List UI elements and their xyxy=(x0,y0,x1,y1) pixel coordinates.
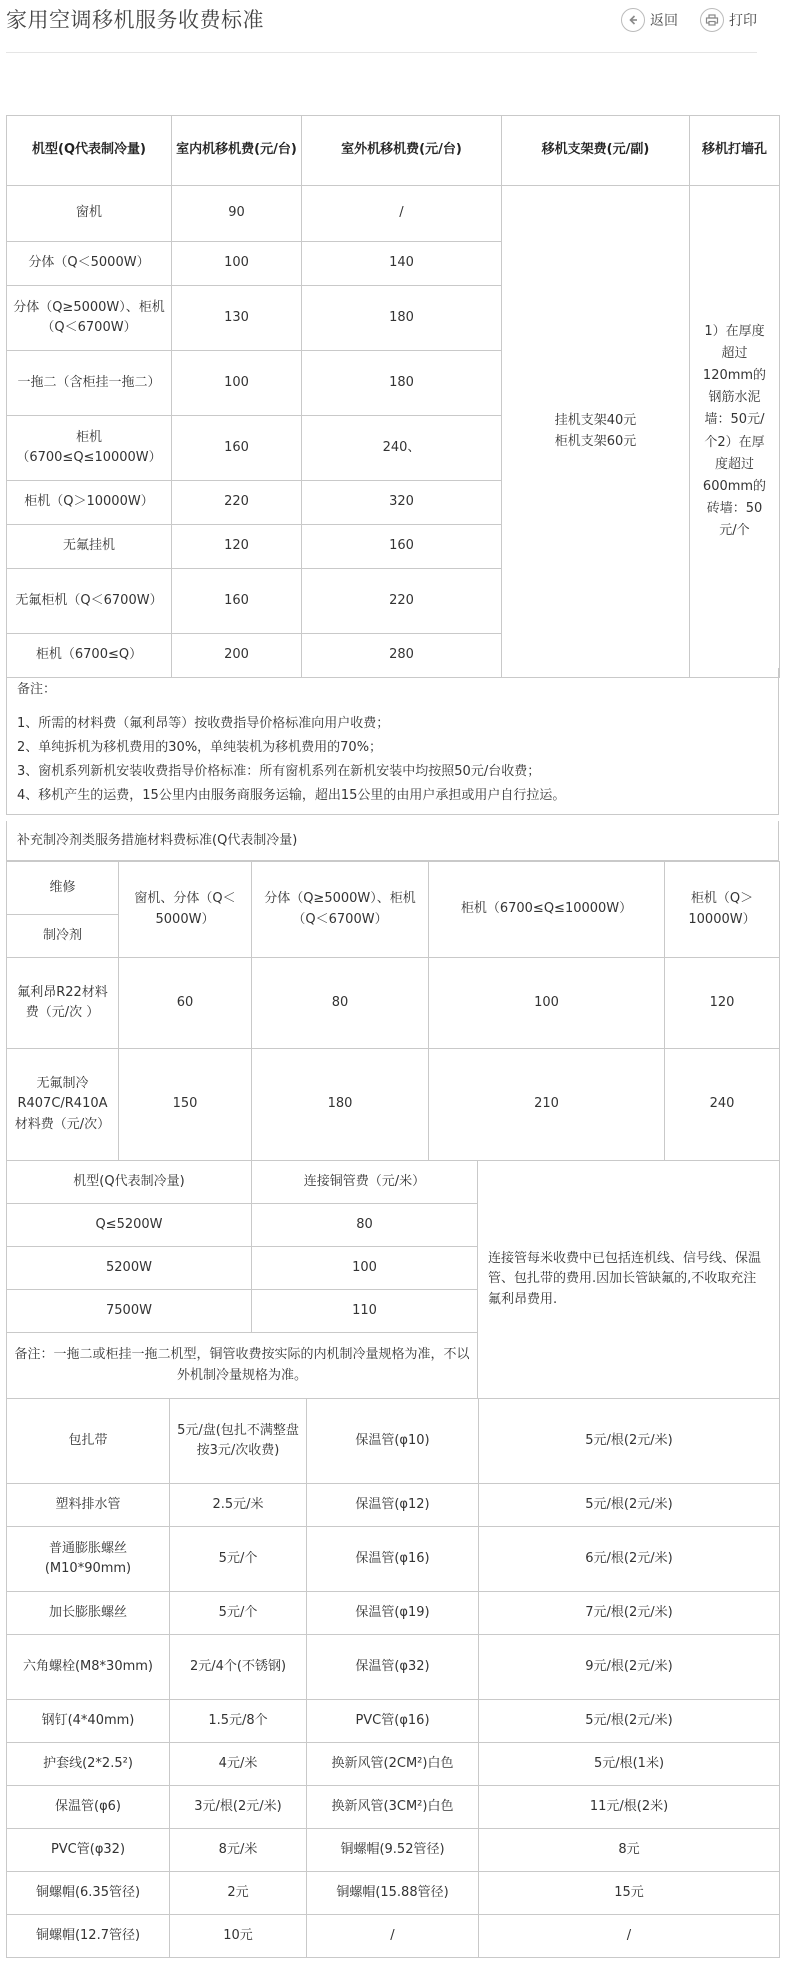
header-wall-hole: 移机打墙孔 xyxy=(690,116,780,186)
material-price: 8元/米 xyxy=(170,1829,307,1872)
material-price: 4元/米 xyxy=(170,1743,307,1786)
pipe-model-cell: 7500W xyxy=(7,1290,252,1333)
page-title: 家用空调移机服务收费标准 xyxy=(6,8,264,32)
table-row xyxy=(7,1700,780,1743)
material-name: 保温管(φ32) xyxy=(307,1635,479,1700)
print-label: 打印 xyxy=(729,13,757,29)
material-price: / xyxy=(479,1915,780,1958)
material-price: 5元/根(2元/米) xyxy=(479,1700,780,1743)
note-item: 3、窗机系列新机安装收费指导价格标准：所有窗机系列在新机安装中均按照50元/台收费； xyxy=(17,764,541,779)
indoor-fee-cell: 120 xyxy=(172,525,302,569)
material-price: 2.5元/米 xyxy=(170,1484,307,1527)
material-name: 塑料排水管 xyxy=(7,1484,170,1527)
value-cell: 210 xyxy=(429,1049,665,1161)
indoor-fee-cell: 160 xyxy=(172,416,302,481)
material-price: 9元/根(2元/米) xyxy=(479,1635,780,1700)
material-price: 15元 xyxy=(479,1872,780,1915)
material-price: 3元/根(2元/米) xyxy=(170,1786,307,1829)
material-price: 6元/根(2元/米) xyxy=(479,1527,780,1592)
material-name: 换新风管(2CM²)白色 xyxy=(307,1743,479,1786)
material-price: 5元/盘(包扎不满整盘按3元/次收费) xyxy=(170,1399,307,1484)
material-price: 5元/个 xyxy=(170,1527,307,1592)
printer-icon xyxy=(700,8,724,32)
value-cell: 100 xyxy=(429,958,665,1049)
material-price: 8元 xyxy=(479,1829,780,1872)
header-split-cabinet: 分体（Q≥5000W）、柜机（Q＜6700W） xyxy=(252,862,429,958)
value-cell: 120 xyxy=(665,958,780,1049)
material-name: / xyxy=(307,1915,479,1958)
bracket-line-cabinet: 柜机支架60元 xyxy=(554,433,637,449)
header-actions xyxy=(621,8,757,32)
note-item: 1、所需的材料费（氟利昂等）按收费指导价格标准向用户收费； xyxy=(17,716,390,731)
table-row xyxy=(7,1527,780,1592)
value-cell: 60 xyxy=(119,958,252,1049)
material-name: 加长膨胀螺丝 xyxy=(7,1592,170,1635)
pipe-model-cell: 5200W xyxy=(7,1247,252,1290)
outdoor-fee-cell: 220 xyxy=(302,569,502,634)
pipe-description: 连接管每米收费中已包括连机线、信号线、保温管、包扎带的费用.因加长管缺氟的,不收取充注氟利昂费用. xyxy=(478,1161,780,1399)
material-name: 保温管(φ12) xyxy=(307,1484,479,1527)
header-pipe-price: 连接铜管费（元/米） xyxy=(252,1161,478,1204)
pipe-note: 备注：一拖二或柜挂一拖二机型，铜管收费按实际的内机制冷量规格为准，不以外机制冷量规格为准。 xyxy=(7,1333,478,1399)
notes-label: 备注： xyxy=(17,682,57,697)
table-row xyxy=(7,1592,780,1635)
indoor-fee-cell: 200 xyxy=(172,634,302,678)
material-name: 六角螺栓(M8*30mm) xyxy=(7,1635,170,1700)
pipe-price-cell: 80 xyxy=(252,1204,478,1247)
material-name: 保温管(φ6) xyxy=(7,1786,170,1829)
corner-refrigerant: 制冷剂 xyxy=(7,915,119,958)
table-row xyxy=(7,1635,780,1700)
pipe-price-cell: 110 xyxy=(252,1290,478,1333)
model-cell: 无氟挂机 xyxy=(7,525,172,569)
material-name: PVC管(φ16) xyxy=(307,1700,479,1743)
material-price: 5元/根(2元/米) xyxy=(479,1399,780,1484)
outdoor-fee-cell: 160 xyxy=(302,525,502,569)
material-price: 11元/根(2米) xyxy=(479,1786,780,1829)
material-price: 7元/根(2元/米) xyxy=(479,1592,780,1635)
page-header xyxy=(6,0,757,53)
model-cell: 柜机（6700≤Q≤10000W） xyxy=(7,416,172,481)
material-name: 铜螺帽(12.7管径) xyxy=(7,1915,170,1958)
print-button[interactable] xyxy=(700,8,757,32)
note-item: 4、移机产生的运费，15公里内由服务商服务运输，超出15公里的由用户承担或用户自行拉运。 xyxy=(17,788,566,803)
model-cell: 分体（Q≥5000W）、柜机（Q＜6700W） xyxy=(7,286,172,351)
indoor-fee-cell: 100 xyxy=(172,242,302,286)
table-row xyxy=(7,1786,780,1829)
row-label: 氟利昂R22材料费（元/次 ） xyxy=(7,958,119,1049)
indoor-fee-cell: 130 xyxy=(172,286,302,351)
supplement-title: 补充制冷剂类服务措施材料费标准(Q代表制冷量) xyxy=(6,821,779,861)
outdoor-fee-cell: 140 xyxy=(302,242,502,286)
header-outdoor-fee: 室外机移机费(元/台) xyxy=(302,116,502,186)
outdoor-fee-cell: / xyxy=(302,186,502,242)
back-button[interactable] xyxy=(621,8,678,32)
material-name: 保温管(φ16) xyxy=(307,1527,479,1592)
table-row xyxy=(7,186,780,242)
copper-pipe-fee-table xyxy=(6,1160,780,1399)
table-row xyxy=(7,1872,780,1915)
pipe-model-cell: Q≤5200W xyxy=(7,1204,252,1247)
back-arrow-icon xyxy=(621,8,645,32)
outdoor-fee-cell: 180 xyxy=(302,351,502,416)
outdoor-fee-cell: 240、 xyxy=(302,416,502,481)
indoor-fee-cell: 90 xyxy=(172,186,302,242)
material-price: 2元 xyxy=(170,1872,307,1915)
outdoor-fee-cell: 180 xyxy=(302,286,502,351)
table-row xyxy=(7,1484,780,1527)
header-model: 机型(Q代表制冷量) xyxy=(7,116,172,186)
header-cabinet-large: 柜机（Q＞10000W） xyxy=(665,862,780,958)
indoor-fee-cell: 160 xyxy=(172,569,302,634)
notes-block xyxy=(6,668,779,815)
header-window-split: 窗机、分体（Q＜5000W） xyxy=(119,862,252,958)
material-name: PVC管(φ32) xyxy=(7,1829,170,1872)
pipe-price-cell: 100 xyxy=(252,1247,478,1290)
material-price: 5元/根(1米) xyxy=(479,1743,780,1786)
material-name: 铜螺帽(9.52管径) xyxy=(307,1829,479,1872)
table-row xyxy=(7,1049,780,1161)
material-name: 护套线(2*2.5²) xyxy=(7,1743,170,1786)
outdoor-fee-cell: 320 xyxy=(302,481,502,525)
wall-hole-cell: 1）在厚度超过120mm的钢筋水泥墙：50元/个2）在厚度超过600mm的砖墙：50元/个 xyxy=(690,186,780,678)
material-price: 10元 xyxy=(170,1915,307,1958)
outdoor-fee-cell: 280 xyxy=(302,634,502,678)
model-cell: 柜机（6700≤Q） xyxy=(7,634,172,678)
header-cabinet-mid: 柜机（6700≤Q≤10000W） xyxy=(429,862,665,958)
material-name: 铜螺帽(15.88管径) xyxy=(307,1872,479,1915)
relocation-fee-table xyxy=(6,115,780,678)
header-bracket-fee: 移机支架费(元/副) xyxy=(502,116,690,186)
header-indoor-fee: 室内机移机费(元/台) xyxy=(172,116,302,186)
material-name: 钢钉(4*40mm) xyxy=(7,1700,170,1743)
corner-repair: 维修 xyxy=(7,862,119,915)
model-cell: 一拖二（含柜挂一拖二） xyxy=(7,351,172,416)
table-row xyxy=(7,958,780,1049)
note-item: 2、单纯拆机为移机费用的30%，单纯装机为移机费用的70%； xyxy=(17,740,383,755)
value-cell: 240 xyxy=(665,1049,780,1161)
material-name: 保温管(φ10) xyxy=(307,1399,479,1484)
indoor-fee-cell: 220 xyxy=(172,481,302,525)
material-name: 保温管(φ19) xyxy=(307,1592,479,1635)
material-name: 铜螺帽(6.35管径) xyxy=(7,1872,170,1915)
row-label: 无氟制冷R407C/R410A材料费（元/次） xyxy=(7,1049,119,1161)
header-pipe-model: 机型(Q代表制冷量) xyxy=(7,1161,252,1204)
material-price: 5元/个 xyxy=(170,1592,307,1635)
material-price: 2元/4个(不锈钢) xyxy=(170,1635,307,1700)
table-row xyxy=(7,1829,780,1872)
value-cell: 80 xyxy=(252,958,429,1049)
bracket-line-hanging: 挂机支架40元 xyxy=(554,413,637,429)
table-row xyxy=(7,1399,780,1484)
model-cell: 分体（Q＜5000W） xyxy=(7,242,172,286)
materials-fee-table xyxy=(6,1398,780,1958)
material-name: 普通膨胀螺丝(M10*90mm) xyxy=(7,1527,170,1592)
indoor-fee-cell: 100 xyxy=(172,351,302,416)
value-cell: 180 xyxy=(252,1049,429,1161)
model-cell: 窗机 xyxy=(7,186,172,242)
material-name: 包扎带 xyxy=(7,1399,170,1484)
table-row xyxy=(7,1743,780,1786)
value-cell: 150 xyxy=(119,1049,252,1161)
refrigerant-fee-table xyxy=(6,861,780,1161)
table-row xyxy=(7,1915,780,1958)
model-cell: 无氟柜机（Q＜6700W） xyxy=(7,569,172,634)
model-cell: 柜机（Q＞10000W） xyxy=(7,481,172,525)
material-name: 换新风管(3CM²)白色 xyxy=(307,1786,479,1829)
material-price: 5元/根(2元/米) xyxy=(479,1484,780,1527)
bracket-fee-cell xyxy=(502,186,690,678)
material-price: 1.5元/8个 xyxy=(170,1700,307,1743)
back-label: 返回 xyxy=(650,13,678,29)
